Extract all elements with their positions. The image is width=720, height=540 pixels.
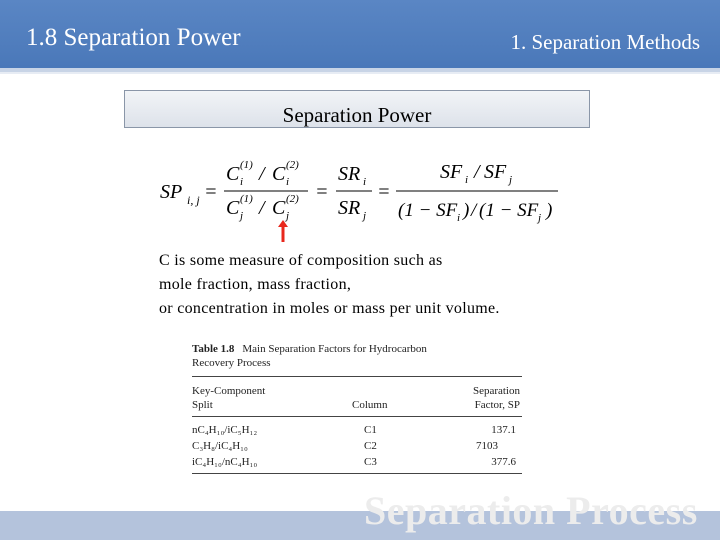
- table-row-2-split: C₃H₈/iC₄H₁₀: [192, 440, 248, 452]
- eq-sf-den-2-sub: j: [538, 212, 542, 224]
- eq-sf-num-1: SF: [440, 161, 463, 183]
- table-row-1-column: C1: [364, 424, 377, 436]
- eq-sp-sub: i, j: [187, 193, 200, 207]
- eq-den-sup1: (1): [240, 193, 253, 205]
- eq-num-c1: C: [226, 163, 240, 185]
- table-caption: [192, 342, 427, 370]
- eq-sr-den-sub: j: [363, 210, 367, 222]
- eq-sf-den-close-2: ): [546, 200, 553, 221]
- description-line-1: C is some measure of composition such as: [159, 252, 443, 269]
- eq-sp: SP: [160, 181, 183, 203]
- description-line-3: or concentration in moles or mass per unit volume.: [159, 300, 500, 317]
- eq-sf-den-close-1: ): [463, 200, 470, 221]
- eq-sr-num-sub: i: [363, 176, 367, 188]
- eq-num-sup2: (2): [286, 159, 299, 171]
- topic-title-box: [124, 90, 590, 128]
- col-header-split-line-1: Key-Component: [192, 385, 266, 397]
- table-bottom-rule: [192, 473, 522, 474]
- eq-sf-num-2-sub: j: [509, 174, 513, 186]
- table-caption-line-1: Main Separation Factors for Hydrocarbon: [242, 343, 427, 355]
- eq-den-c1: C: [226, 197, 240, 219]
- table-label: Table 1.8: [192, 343, 235, 355]
- eq-num-sub2: i: [286, 176, 290, 188]
- table-row-3-column: C3: [364, 456, 377, 468]
- eq-num-sub1: i: [240, 176, 244, 188]
- eq-equals-3: =: [377, 181, 391, 203]
- table-row-1-split: nC₄H₁₀/iC₅H₁₂: [192, 424, 258, 436]
- table-row-2-factor: 7103: [476, 440, 498, 452]
- eq-equals-2: =: [315, 181, 329, 203]
- table-header-rule: [192, 416, 522, 417]
- eq-sf-num-1-sub: i: [465, 174, 469, 186]
- eq-den-sub2: j: [286, 210, 290, 222]
- col-header-split-line-2: Split: [192, 399, 213, 411]
- eq-sr-den: SR: [338, 197, 361, 219]
- eq-den-slash: /: [259, 197, 265, 219]
- header-divider-light: [0, 72, 720, 74]
- table-row-3-factor: 377.6: [491, 456, 516, 468]
- eq-sf-num-slash: /: [474, 161, 480, 183]
- slide-header: [0, 0, 720, 68]
- red-arrow-icon: [276, 218, 290, 244]
- composition-description: [159, 249, 500, 321]
- eq-sf-den-1-sub: i: [457, 212, 461, 224]
- col-header-factor: [473, 384, 520, 412]
- eq-den-sub1: j: [240, 210, 244, 222]
- separation-factors-table: [192, 342, 524, 480]
- table-row-1-factor: 137.1: [491, 424, 516, 436]
- watermark-text: Separation Process: [364, 488, 698, 533]
- eq-sr-num: SR: [338, 163, 361, 185]
- table-row-2-column: C2: [364, 440, 377, 452]
- eq-num-sup1: (1): [240, 159, 253, 171]
- eq-den-sup2: (2): [286, 193, 299, 205]
- eq-sf-den-slash: /: [471, 200, 477, 221]
- eq-den-c2: C: [272, 197, 286, 219]
- col-header-column: Column: [352, 399, 388, 411]
- eq-num-c2: C: [272, 163, 286, 185]
- separation-power-equation: [156, 154, 566, 230]
- col-header-split: [192, 384, 265, 412]
- col-header-factor-line-1: Separation: [472, 385, 520, 397]
- section-label: 1. Separation Methods: [510, 30, 700, 54]
- table-caption-line-2: Recovery Process: [192, 357, 271, 369]
- topic-title: Separation Power: [282, 103, 432, 127]
- eq-sf-den-1: (1 − SF: [398, 200, 458, 221]
- description-line-2: mole fraction, mass fraction,: [159, 276, 352, 293]
- eq-num-slash: /: [259, 163, 265, 185]
- slide-title: 1.8 Separation Power: [26, 24, 241, 51]
- table-top-rule: [192, 376, 522, 377]
- eq-sf-num-2: SF: [484, 161, 507, 183]
- eq-sf-den-2: (1 − SF: [479, 200, 539, 221]
- col-header-factor-line-2: Factor, SP: [474, 399, 520, 411]
- eq-equals-1: =: [204, 181, 218, 203]
- table-row-3-split: iC₄H₁₀/nC₄H₁₀: [192, 456, 258, 468]
